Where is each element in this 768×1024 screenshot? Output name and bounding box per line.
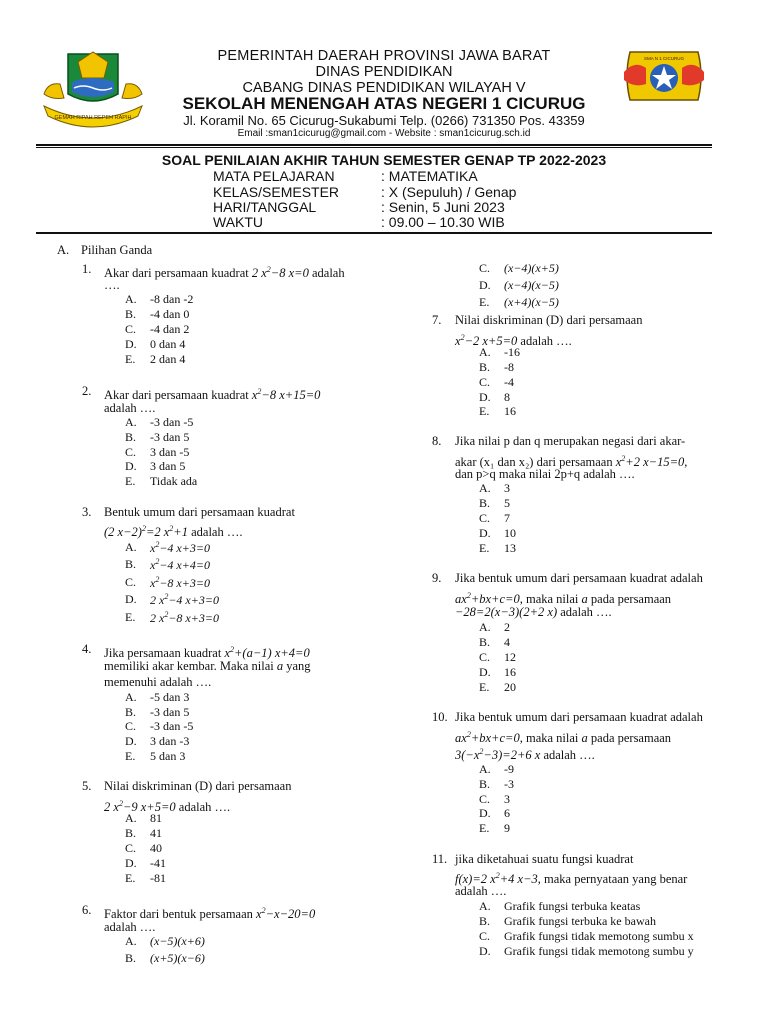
school-address: Jl. Koramil No. 65 Cicurug-Sukabumi Telp. (0266) 731350 Pos. 43359: [183, 113, 585, 128]
q7-equation: $x^2-2$ x+5=0 adalah ….: [455, 333, 572, 349]
q1-number: 1.: [82, 262, 92, 276]
q5-number: 5.: [82, 779, 92, 793]
q9-equation: −28=2(x−3)(2+2 x) adalah ….: [455, 605, 612, 619]
q8-line2: akar (x₁ dan x₂) dari persamaan $x^2+2$ x−15=0,: [455, 454, 688, 470]
q2-cont: adalah ….: [104, 401, 156, 415]
q1-cont: ….: [104, 278, 120, 292]
q2-text: Akar dari persamaan kuadrat $x^2-8$ x+15=0: [104, 387, 321, 403]
q11-line3: adalah ….: [455, 884, 507, 898]
q5-text: Nilai diskriminan (D) dari persamaan: [104, 779, 292, 793]
q9-text: Jika bentuk umum dari persamaan kuadrat adalah: [455, 571, 703, 585]
school-contact: Email :sman1cicurug@gmail.com - Website : sman1cicurug.sch.id: [237, 128, 531, 139]
q10-equation: $3(-x^2-3)=2+6$ x adalah ….: [455, 747, 595, 763]
q3-text: Bentuk umum dari persamaan kuadrat: [104, 505, 295, 519]
q6-text: Faktor dari bentuk persamaan $x^2-x-20=0$: [104, 906, 316, 922]
q4-line2: memiliki akar kembar. Maka nilai a yang: [104, 659, 311, 673]
school-name: SEKOLAH MENENGAH ATAS NEGERI 1 CICURUG: [182, 94, 586, 113]
section-label: Pilihan Ganda: [81, 243, 153, 257]
header-divider: [36, 144, 712, 146]
svg-text:GEMAH RIPAH REPEH RAPIH: GEMAH RIPAH REPEH RAPIH: [54, 115, 132, 121]
q11-text: jika diketahuai suatu fungsi kuadrat: [455, 852, 634, 866]
q9-number: 9.: [432, 571, 442, 585]
svg-text:SMA N 1 CICURUG: SMA N 1 CICURUG: [643, 56, 685, 61]
q6-cont: adalah ….: [104, 920, 156, 934]
header-gov-line: PEMERINTAH DAERAH PROVINSI JAWA BARAT: [217, 48, 551, 64]
q3-number: 3.: [82, 505, 92, 519]
exam-title: SOAL PENILAIAN AKHIR TAHUN SEMESTER GENAP TP 2022-2023: [161, 152, 607, 168]
header-divider-thin: [36, 147, 712, 148]
q11-number: 11.: [432, 852, 448, 866]
q4-number: 4.: [82, 642, 92, 656]
q7-number: 7.: [432, 313, 442, 327]
q9-line2: $ax^2+bx+c=0$, maka nilai a pada persamaan: [455, 591, 672, 607]
q5-equation: 2 $x^2-9$ x+5=0 adalah ….: [104, 799, 231, 815]
q3-equation: (2 x−2)$^2$=2 $x^2+1$ adalah ….: [104, 524, 243, 540]
header-dept-line: DINAS PENDIDIKAN: [315, 64, 453, 80]
q8-line3: dan p>q maka nilai 2p+q adalah ….: [455, 467, 635, 481]
q10-number: 10.: [432, 710, 448, 724]
q1-text: Akar dari persamaan kuadrat 2 $x^2-8$ x=0 adalah: [104, 265, 345, 281]
section-letter: A.: [57, 243, 70, 257]
q10-line2: $ax^2+bx+c=0$, maka nilai a pada persamaan: [455, 730, 672, 746]
q4-line3: memenuhi adalah ….: [104, 675, 212, 689]
q2-number: 2.: [82, 384, 92, 398]
info-divider: [36, 232, 712, 234]
q11-line2: f(x)=2 $x^2+4$ x−3, maka pernyataan yang benar: [455, 871, 688, 887]
q7-text: Nilai diskriminan (D) dari persamaan: [455, 313, 643, 327]
q4-text: Jika persamaan kuadrat $x^2+(a-1)$ x+4=0: [104, 645, 310, 661]
q10-text: Jika bentuk umum dari persamaan kuadrat adalah: [455, 710, 703, 724]
header-branch-line: CABANG DINAS PENDIDIKAN WILAYAH V: [242, 80, 526, 96]
q6-number: 6.: [82, 903, 92, 917]
q8-text: Jika nilai p dan q merupakan negasi dari akar-: [455, 434, 686, 448]
q8-number: 8.: [432, 434, 442, 448]
